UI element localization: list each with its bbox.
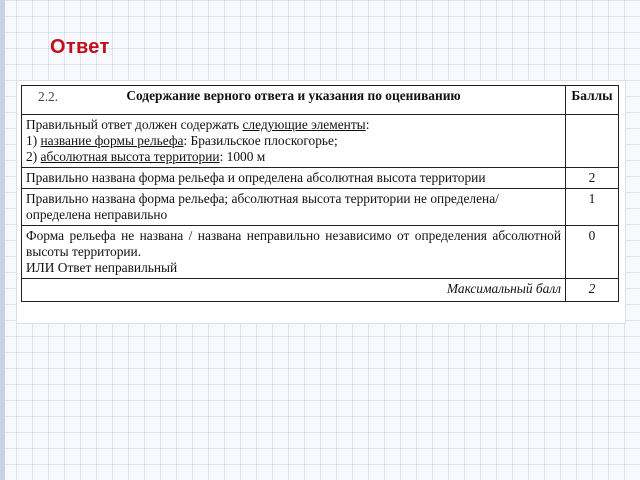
answer-item-2-value: : 1000 м <box>219 149 266 164</box>
answer-item-2: 2) абсолютная высота территории: 1000 м <box>26 149 266 164</box>
slide-left-border <box>0 0 5 480</box>
criteria-points: 2 <box>566 168 619 189</box>
criteria-cell <box>22 226 566 279</box>
scoring-table <box>21 85 619 302</box>
answer-points-cell <box>566 115 619 168</box>
criteria-points: 0 <box>566 226 619 279</box>
criteria-text: Правильно названа форма рельефа и определена абсолютная высота территории <box>22 168 566 189</box>
answer-intro-underlined: следующие элементы <box>242 117 366 132</box>
slide-title: Ответ <box>50 36 110 58</box>
max-score-value: 2 <box>566 279 619 302</box>
criteria-row <box>22 226 619 279</box>
criteria-text: Правильно названа форма рельефа; абсолютная высота территории не определена/ определена неправильно <box>22 189 566 226</box>
answer-item-2-label: абсолютная высота территории <box>40 149 220 164</box>
header-points-cell: Баллы <box>566 86 619 115</box>
answer-row <box>22 115 619 168</box>
criteria-row <box>22 189 619 226</box>
header-content-label: Содержание верного ответа и указания по оцениванию <box>126 88 461 103</box>
criteria-row <box>22 168 619 189</box>
criteria-text: Форма рельефа не названа / названа неправильно независимо от определения абсолютной высоты территории. <box>26 228 561 259</box>
criteria-alt-text: ИЛИ Ответ неправильный <box>26 260 178 275</box>
max-score-row <box>22 279 619 302</box>
answer-item-1-label: название формы рельефа <box>40 133 184 148</box>
answer-item-1-value: : Бразильское плоскогорье; <box>183 133 338 148</box>
question-number: 2.2. <box>38 89 59 104</box>
header-content-cell <box>22 86 566 115</box>
answer-intro: Правильный ответ должен содержать следующие элементы: <box>26 117 370 132</box>
criteria-points: 1 <box>566 189 619 226</box>
table-header-row <box>22 86 619 115</box>
answer-content-cell <box>22 115 566 168</box>
max-score-label: Максимальный балл <box>22 279 566 302</box>
answer-item-1: 1) название формы рельефа: Бразильское плоскогорье; <box>26 133 338 148</box>
